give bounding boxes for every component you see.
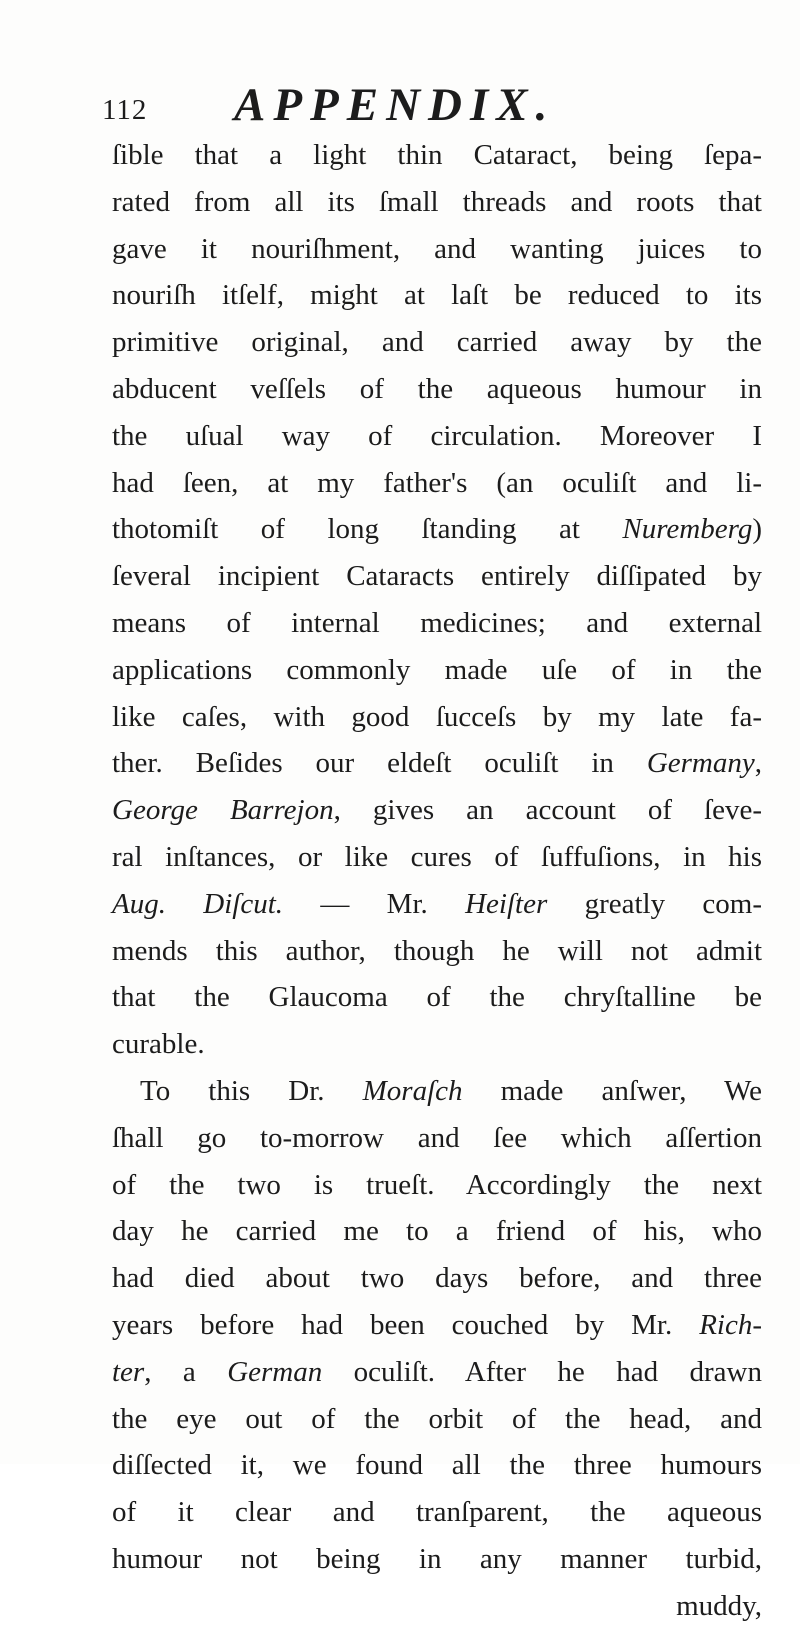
italic-place-name: Germany xyxy=(646,747,755,780)
text-line: day he carried me to a friend of his, who xyxy=(112,1215,762,1248)
text-line: To this Dr. Moraſch made anſwer, We xyxy=(140,1074,762,1107)
text-line: ther. Beſides our eldeſt oculiſt in Germany, xyxy=(112,747,762,780)
text-line: of the two is trueſt. Accordingly the next xyxy=(112,1168,762,1201)
text-line: ſible that a light thin Cataract, being ſepa- xyxy=(112,139,762,171)
text-line: years before had been couched by Mr. Rich- xyxy=(112,1308,762,1341)
text-line: like caſes, with good ſucceſs by my late fa- xyxy=(112,700,762,733)
body-text xyxy=(112,132,762,1630)
text-line: nouriſh itſelf, might at laſt be reduced to its xyxy=(112,279,762,312)
text-line: ſeveral incipient Cataracts entirely diſſipated by xyxy=(112,560,762,593)
italic-person-name: Moraſch xyxy=(362,1074,463,1107)
text-line: abducent veſſels of the aqueous humour in xyxy=(112,372,762,405)
text-line: of it clear and tranſparent, the aqueous xyxy=(112,1496,762,1529)
catchword: muddy, xyxy=(676,1589,762,1622)
running-head: APPENDIX. xyxy=(234,79,556,131)
text-line: Aug. Diſcut. — Mr. Heiſter greatly com- xyxy=(112,887,762,920)
text-line: applications commonly made uſe of in the xyxy=(112,653,762,686)
text-line: gave it nouriſhment, and wanting juices to xyxy=(112,232,762,265)
text-line: thotomiſt of long ſtanding at Nuremberg) xyxy=(112,513,762,546)
page-header xyxy=(102,78,742,138)
italic-person-name: George Barrejon xyxy=(112,794,334,827)
italic-person-name: ter xyxy=(112,1355,145,1388)
text-line: mends this author, though he will not admit xyxy=(112,934,762,967)
text-line: primitive original, and carried away by the xyxy=(112,326,762,359)
italic-nationality: German xyxy=(227,1355,323,1388)
text-line: had ſeen, at my father's (an oculiſt and li- xyxy=(112,466,762,499)
italic-place-name: Nuremberg xyxy=(622,513,753,546)
italic-work-title: Aug. Diſcut. xyxy=(112,887,284,920)
text-line: ſhall go to-morrow and ſee which aſſertion xyxy=(112,1121,762,1154)
text-line: had died about two days before, and three xyxy=(112,1262,762,1295)
text-line: ral inſtances, or like cures of ſuffuſions, in his xyxy=(112,840,762,873)
text-line: ter, a German oculiſt. After he had drawn xyxy=(112,1355,762,1388)
italic-person-name: Heiſter xyxy=(465,887,548,920)
text-line: humour not being in any manner turbid, xyxy=(112,1542,762,1575)
text-line: George Barrejon, gives an account of ſeve- xyxy=(112,794,762,827)
text-line: means of internal medicines; and external xyxy=(112,606,762,639)
text-line: curable. xyxy=(112,1028,205,1061)
text-line: the uſual way of circulation. Moreover I xyxy=(112,419,762,452)
text-line: that the Glaucoma of the chryſtalline be xyxy=(112,981,762,1014)
italic-person-name: Rich- xyxy=(699,1308,762,1341)
page-number: 112 xyxy=(102,94,148,126)
text-line: rated from all its ſmall threads and roots that xyxy=(112,185,762,218)
text-line: diſſected it, we found all the three humours xyxy=(112,1449,762,1482)
text-line: the eye out of the orbit of the head, and xyxy=(112,1402,762,1435)
